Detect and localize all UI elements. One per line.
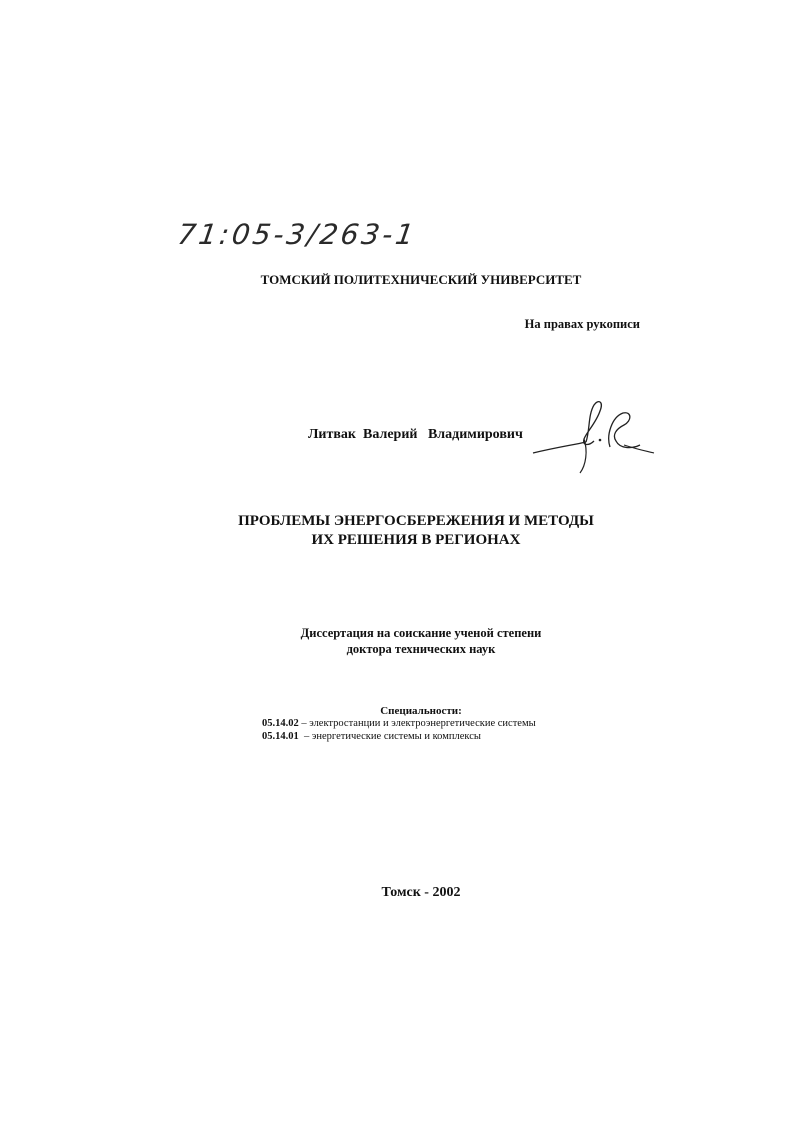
dissertation-title: [0, 512, 795, 550]
specialty-name: электростанции и электроэнергетические системы: [309, 718, 536, 729]
university-name: ТОМСКИЙ ПОЛИТЕХНИЧЕСКИЙ УНИВЕРСИТЕТ: [260, 272, 582, 287]
title-line-2: ИХ РЕШЕНИЯ В РЕГИОНАХ: [311, 532, 521, 548]
city-year: Томск - 2002: [381, 885, 461, 900]
degree-line-2: доктора технических наук: [346, 642, 496, 656]
specialties-label: Специальности:: [380, 705, 462, 717]
title-line-1: ПРОБЛЕМЫ ЭНЕРГОСБЕРЕЖЕНИЯ И МЕТОДЫ: [238, 513, 594, 529]
degree-line-1: Диссертация на соискание ученой степени: [300, 626, 542, 640]
handwritten-archive-code: 71:05-3/263-1: [175, 218, 419, 251]
degree-statement: [0, 625, 795, 657]
specialty-separator: –: [298, 731, 312, 742]
specialty-line: [262, 731, 481, 742]
author-name: Литвак Валерий Владимирович: [308, 427, 523, 442]
specialty-separator: –: [298, 718, 310, 729]
specialty-code: 05.14.01: [262, 731, 299, 742]
specialty-line: [262, 718, 536, 729]
specialty-code: 05.14.02: [262, 718, 299, 729]
signature-image: [528, 395, 658, 475]
rights-note: На правах рукописи: [524, 317, 640, 331]
specialty-name: энергетические системы и комплексы: [311, 731, 481, 742]
